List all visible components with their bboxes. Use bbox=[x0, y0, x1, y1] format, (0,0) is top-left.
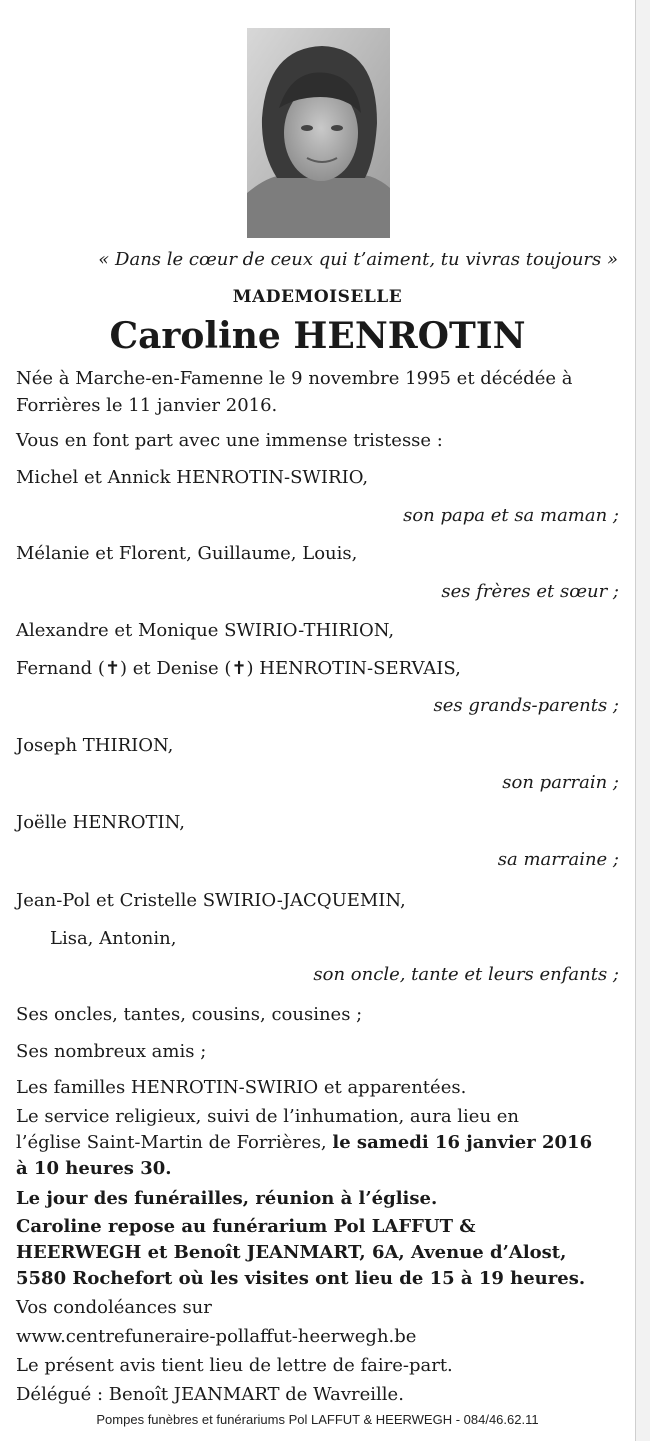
godmother-name: Joëlle HENROTIN, bbox=[16, 812, 185, 833]
godfather-role: son parrain ; bbox=[502, 772, 619, 793]
funeral-home-footer: Pompes funèbres et funérariums Pol LAFFUT & HEERWEGH - 084/46.62.11 bbox=[96, 1412, 539, 1427]
rest-line-2: HEERWEGH et Benoît JEANMART, 6A, Avenue d’Alost, bbox=[16, 1242, 567, 1263]
uncle-children: Lisa, Antonin, bbox=[50, 928, 177, 949]
grandparents-maternal: Alexandre et Monique SWIRIO-THIRION, bbox=[16, 620, 395, 641]
uncle-role: son oncle, tante et leurs enfants ; bbox=[313, 964, 619, 985]
godmother-role: sa marraine ; bbox=[497, 849, 619, 870]
intro-text: Vous en font part avec une immense tristesse : bbox=[16, 430, 443, 451]
godfather-name: Joseph THIRION, bbox=[16, 735, 174, 756]
rest-line-1: Caroline repose au funérarium Pol LAFFUT & bbox=[16, 1216, 476, 1237]
portrait-image bbox=[247, 28, 390, 238]
parents-role: son papa et sa maman ; bbox=[403, 505, 619, 526]
uncle-names: Jean-Pol et Cristelle SWIRIO-JACQUEMIN, bbox=[16, 890, 406, 911]
condolences-url[interactable]: www.centrefuneraire-pollaffut-heerwegh.be bbox=[16, 1326, 417, 1347]
portrait-photo bbox=[247, 28, 390, 238]
memorial-quote: « Dans le cœur de ceux qui t’aiment, tu vivras toujours » bbox=[98, 249, 618, 270]
relatives-line-3: Les familles HENROTIN-SWIRIO et apparentées. bbox=[16, 1077, 467, 1098]
service-location: l’église Saint-Martin de Forrières, bbox=[16, 1132, 333, 1153]
service-line-2 bbox=[16, 1129, 592, 1156]
birth-line-1: Née à Marche-en-Famenne le 9 novembre 1995 et décédée à bbox=[16, 368, 573, 389]
deceased-name: Caroline HENROTIN bbox=[109, 315, 526, 357]
siblings-role: ses frères et sœur ; bbox=[441, 581, 619, 602]
delegate-text: Délégué : Benoît JEANMART de Wavreille. bbox=[16, 1384, 404, 1405]
condolences-text: Vos condoléances sur bbox=[16, 1297, 212, 1318]
parents-names: Michel et Annick HENROTIN-SWIRIO, bbox=[16, 467, 369, 488]
honorific: MADEMOISELLE bbox=[232, 287, 403, 307]
relatives-line-2: Ses nombreux amis ; bbox=[16, 1041, 207, 1062]
meeting-notice: Le jour des funérailles, réunion à l’église. bbox=[16, 1188, 438, 1209]
rest-line-3: 5580 Rochefort où les visites ont lieu de 15 à 19 heures. bbox=[16, 1268, 586, 1289]
service-date: le samedi 16 janvier 2016 bbox=[332, 1132, 593, 1153]
service-line-1: Le service religieux, suivi de l’inhumation, aura lieu en bbox=[16, 1106, 520, 1127]
page-edge bbox=[636, 0, 650, 1441]
birth-line-2: Forrières le 11 janvier 2016. bbox=[16, 395, 278, 416]
service-time: à 10 heures 30. bbox=[16, 1158, 172, 1179]
grandparents-paternal: Fernand (✝) et Denise (✝) HENROTIN-SERVAIS, bbox=[16, 658, 461, 679]
grandparents-role: ses grands-parents ; bbox=[433, 695, 619, 716]
siblings-names: Mélanie et Florent, Guillaume, Louis, bbox=[16, 543, 358, 564]
faire-part-notice: Le présent avis tient lieu de lettre de faire-part. bbox=[16, 1355, 453, 1376]
relatives-line-1: Ses oncles, tantes, cousins, cousines ; bbox=[16, 1004, 363, 1025]
